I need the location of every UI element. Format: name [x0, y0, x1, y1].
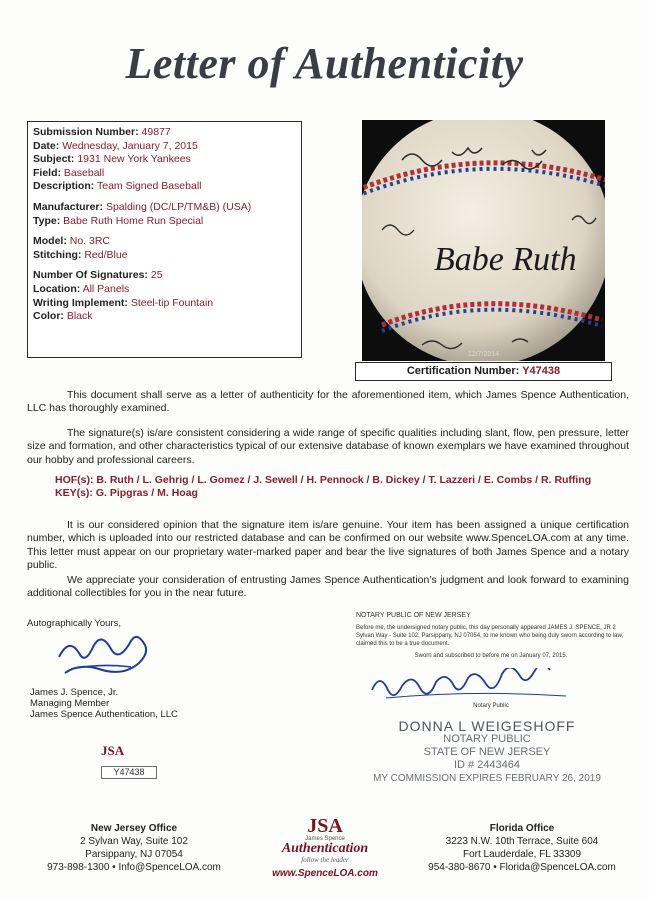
- notary-header: NOTARY PUBLIC OF NEW JERSEY: [356, 612, 471, 619]
- jsa-sticker: [101, 744, 161, 780]
- num-signatures-row: Number Of Signatures: 25: [33, 269, 163, 282]
- stamp-name: DONNA L WEIGESHOFF: [398, 718, 576, 734]
- details-group-subject: [33, 126, 296, 194]
- footer-logo: [260, 816, 390, 879]
- jsa-sticker-number: Y47438: [101, 766, 157, 779]
- color-row: Color: Black: [33, 310, 93, 323]
- model-row: Model: No. 3RC: [33, 235, 111, 248]
- notary-stamp: [372, 720, 602, 785]
- writing-row: Writing Implement: Steel-tip Fountain: [33, 296, 214, 309]
- jsa-logo-name: James Spence: [305, 836, 345, 842]
- notary-sworn: Sworn and subscribed to before me on January 07, 2015.: [414, 653, 568, 659]
- spence-signature: [51, 627, 161, 687]
- notary-public-label: Notary Public: [473, 703, 509, 709]
- paragraph-closing: We appreciate your consideration of entrusting James Spence Authentication’s judgment and look forward to examining additional collectibles for you in the near future.: [27, 574, 629, 600]
- manufacturer-row: Manufacturer: Spalding (DC/LP/TM&B) (USA): [33, 200, 252, 213]
- nj-contact: 973-898-1300 • Info@SpenceLOA.com: [47, 862, 221, 873]
- nj-address-line1: 2 Sylvan Way, Suite 102: [80, 836, 188, 847]
- stamp-line1: NOTARY PUBLIC: [443, 733, 531, 745]
- certification-label: Certification Number:: [406, 365, 520, 377]
- jsa-logo-text: JSA: [307, 815, 343, 837]
- photo-date: 12/7/2014: [467, 351, 500, 358]
- jsa-logo-tagline: follow the leader: [301, 856, 349, 864]
- num-signatures-value: 25: [150, 269, 163, 282]
- type-row: Type: Babe Ruth Home Run Special: [33, 214, 204, 227]
- hof-list: [55, 474, 615, 501]
- subject-row: Subject: 1931 New York Yankees: [33, 153, 191, 166]
- signer-name: James J. Spence, Jr.: [30, 687, 119, 698]
- closing-text: Autographically Yours,: [27, 618, 122, 629]
- baseball-illustration: [362, 120, 605, 361]
- certification-box: [355, 362, 612, 381]
- details-group-model: [33, 235, 296, 262]
- location-value: All Panels: [82, 282, 130, 295]
- key-label: KEY(s):: [55, 487, 93, 500]
- nj-address-line2: Parsippany, NJ 07054: [85, 849, 183, 860]
- field-value: Baseball: [63, 166, 105, 179]
- submission-value: 49877: [141, 126, 171, 138]
- paragraph-intro: This document shall serve as a letter of authenticity for the aforementioned item, which James Spence Authentication, LLC has thoroughly examined.: [27, 389, 629, 415]
- paragraph-opinion: It is our considered opinion that the signature item is/are genuine. Your item has been assigned a unique certification number, which is uploaded into our restricted database and can be confirmed on our website www.SpenceLOA.com at any time. This letter must appear on our proprietary water-marked paper and bear the live signatures of both James Spence and a notary public.: [27, 519, 629, 572]
- baseball-photo: [362, 120, 605, 361]
- date-row: Date: Wednesday, January 7, 2015: [33, 139, 198, 152]
- stamp-id: ID # 2443464: [453, 759, 521, 771]
- model-value: No. 3RC: [69, 235, 111, 248]
- stamp-expires: MY COMMISSION EXPIRES FEBRUARY 26, 2019: [373, 773, 601, 784]
- location-row: Location: All Panels: [33, 282, 130, 295]
- photo-signature: Babe Ruth: [434, 241, 577, 278]
- footer-nj-office: [44, 822, 224, 874]
- stitching-row: Stitching: Red/Blue: [33, 248, 128, 261]
- key-names: G. Pipgras / M. Hoag: [95, 487, 198, 500]
- notary-section: [356, 612, 626, 710]
- color-value: Black: [66, 310, 93, 323]
- nj-office-title: New Jersey Office: [90, 823, 178, 834]
- key-row: [55, 487, 615, 500]
- notary-signature: [366, 668, 586, 704]
- description-value: Team Signed Baseball: [97, 180, 202, 193]
- signer-title: Managing Member: [30, 698, 110, 709]
- field-row: Field: Baseball: [33, 166, 105, 179]
- stitching-value: Red/Blue: [84, 248, 128, 261]
- page-title: Letter of Authenticity: [125, 39, 524, 88]
- notary-text: Before me, the undersigned notary public, this day personally appeared JAMES J. SPENCE, JR 2 Sylvan Way - Suite 102, Parsippany, NJ 07054, to me known who being duly sworn according to law, claimed this to be a true document.: [356, 625, 624, 647]
- manufacturer-value: Spalding (DC/LP/TM&B) (USA): [105, 200, 252, 213]
- writing-value: Steel-tip Fountain: [130, 296, 214, 309]
- footer-fl-office: [422, 822, 622, 874]
- fl-address-line2: Fort Lauderdale, FL 33309: [462, 849, 582, 860]
- description-row: Description: Team Signed Baseball: [33, 180, 202, 193]
- hof-names: B. Ruth / L. Gehrig / L. Gomez / J. Sewell / H. Pennock / B. Dickey / T. Lazzeri / E. Combs / R. Ruffing: [96, 474, 592, 486]
- hof-row: [55, 474, 615, 487]
- subject-value: 1931 New York Yankees: [77, 153, 191, 166]
- date-value: Wednesday, January 7, 2015: [62, 139, 198, 152]
- submission-row: Submission Number: 49877: [33, 126, 171, 138]
- details-group-signatures: [33, 269, 296, 323]
- jsa-logo-authentication: Authentication: [281, 841, 369, 856]
- stamp-line2: STATE OF NEW JERSEY: [423, 746, 551, 758]
- signer-company: James Spence Authentication, LLC: [30, 709, 178, 720]
- fl-address-line1: 3223 N.W. 10th Terrace, Suite 604: [445, 836, 599, 847]
- hof-label: HOF(s):: [55, 474, 94, 486]
- type-value: Babe Ruth Home Run Special: [63, 214, 204, 227]
- paragraph-analysis: The signature(s) is/are consistent considering a wide range of specific qualities including slant, flow, pen pressure, letter size and formation, and other characteristics typical of our extensive database of known exemplars we have examined throughout our hobby and professional careers.: [27, 427, 629, 466]
- fl-contact: 954-380-8670 • Florida@SpenceLOA.com: [428, 862, 616, 873]
- jsa-sticker-brand: JSA: [101, 743, 125, 758]
- details-group-manufacturer: [33, 201, 296, 228]
- fl-office-title: Florida Office: [489, 823, 555, 834]
- website-link[interactable]: www.SpenceLOA.com: [272, 868, 378, 879]
- item-details-box: [27, 121, 302, 358]
- certification-number: Y47438: [522, 365, 561, 377]
- signoff-block: [27, 618, 327, 720]
